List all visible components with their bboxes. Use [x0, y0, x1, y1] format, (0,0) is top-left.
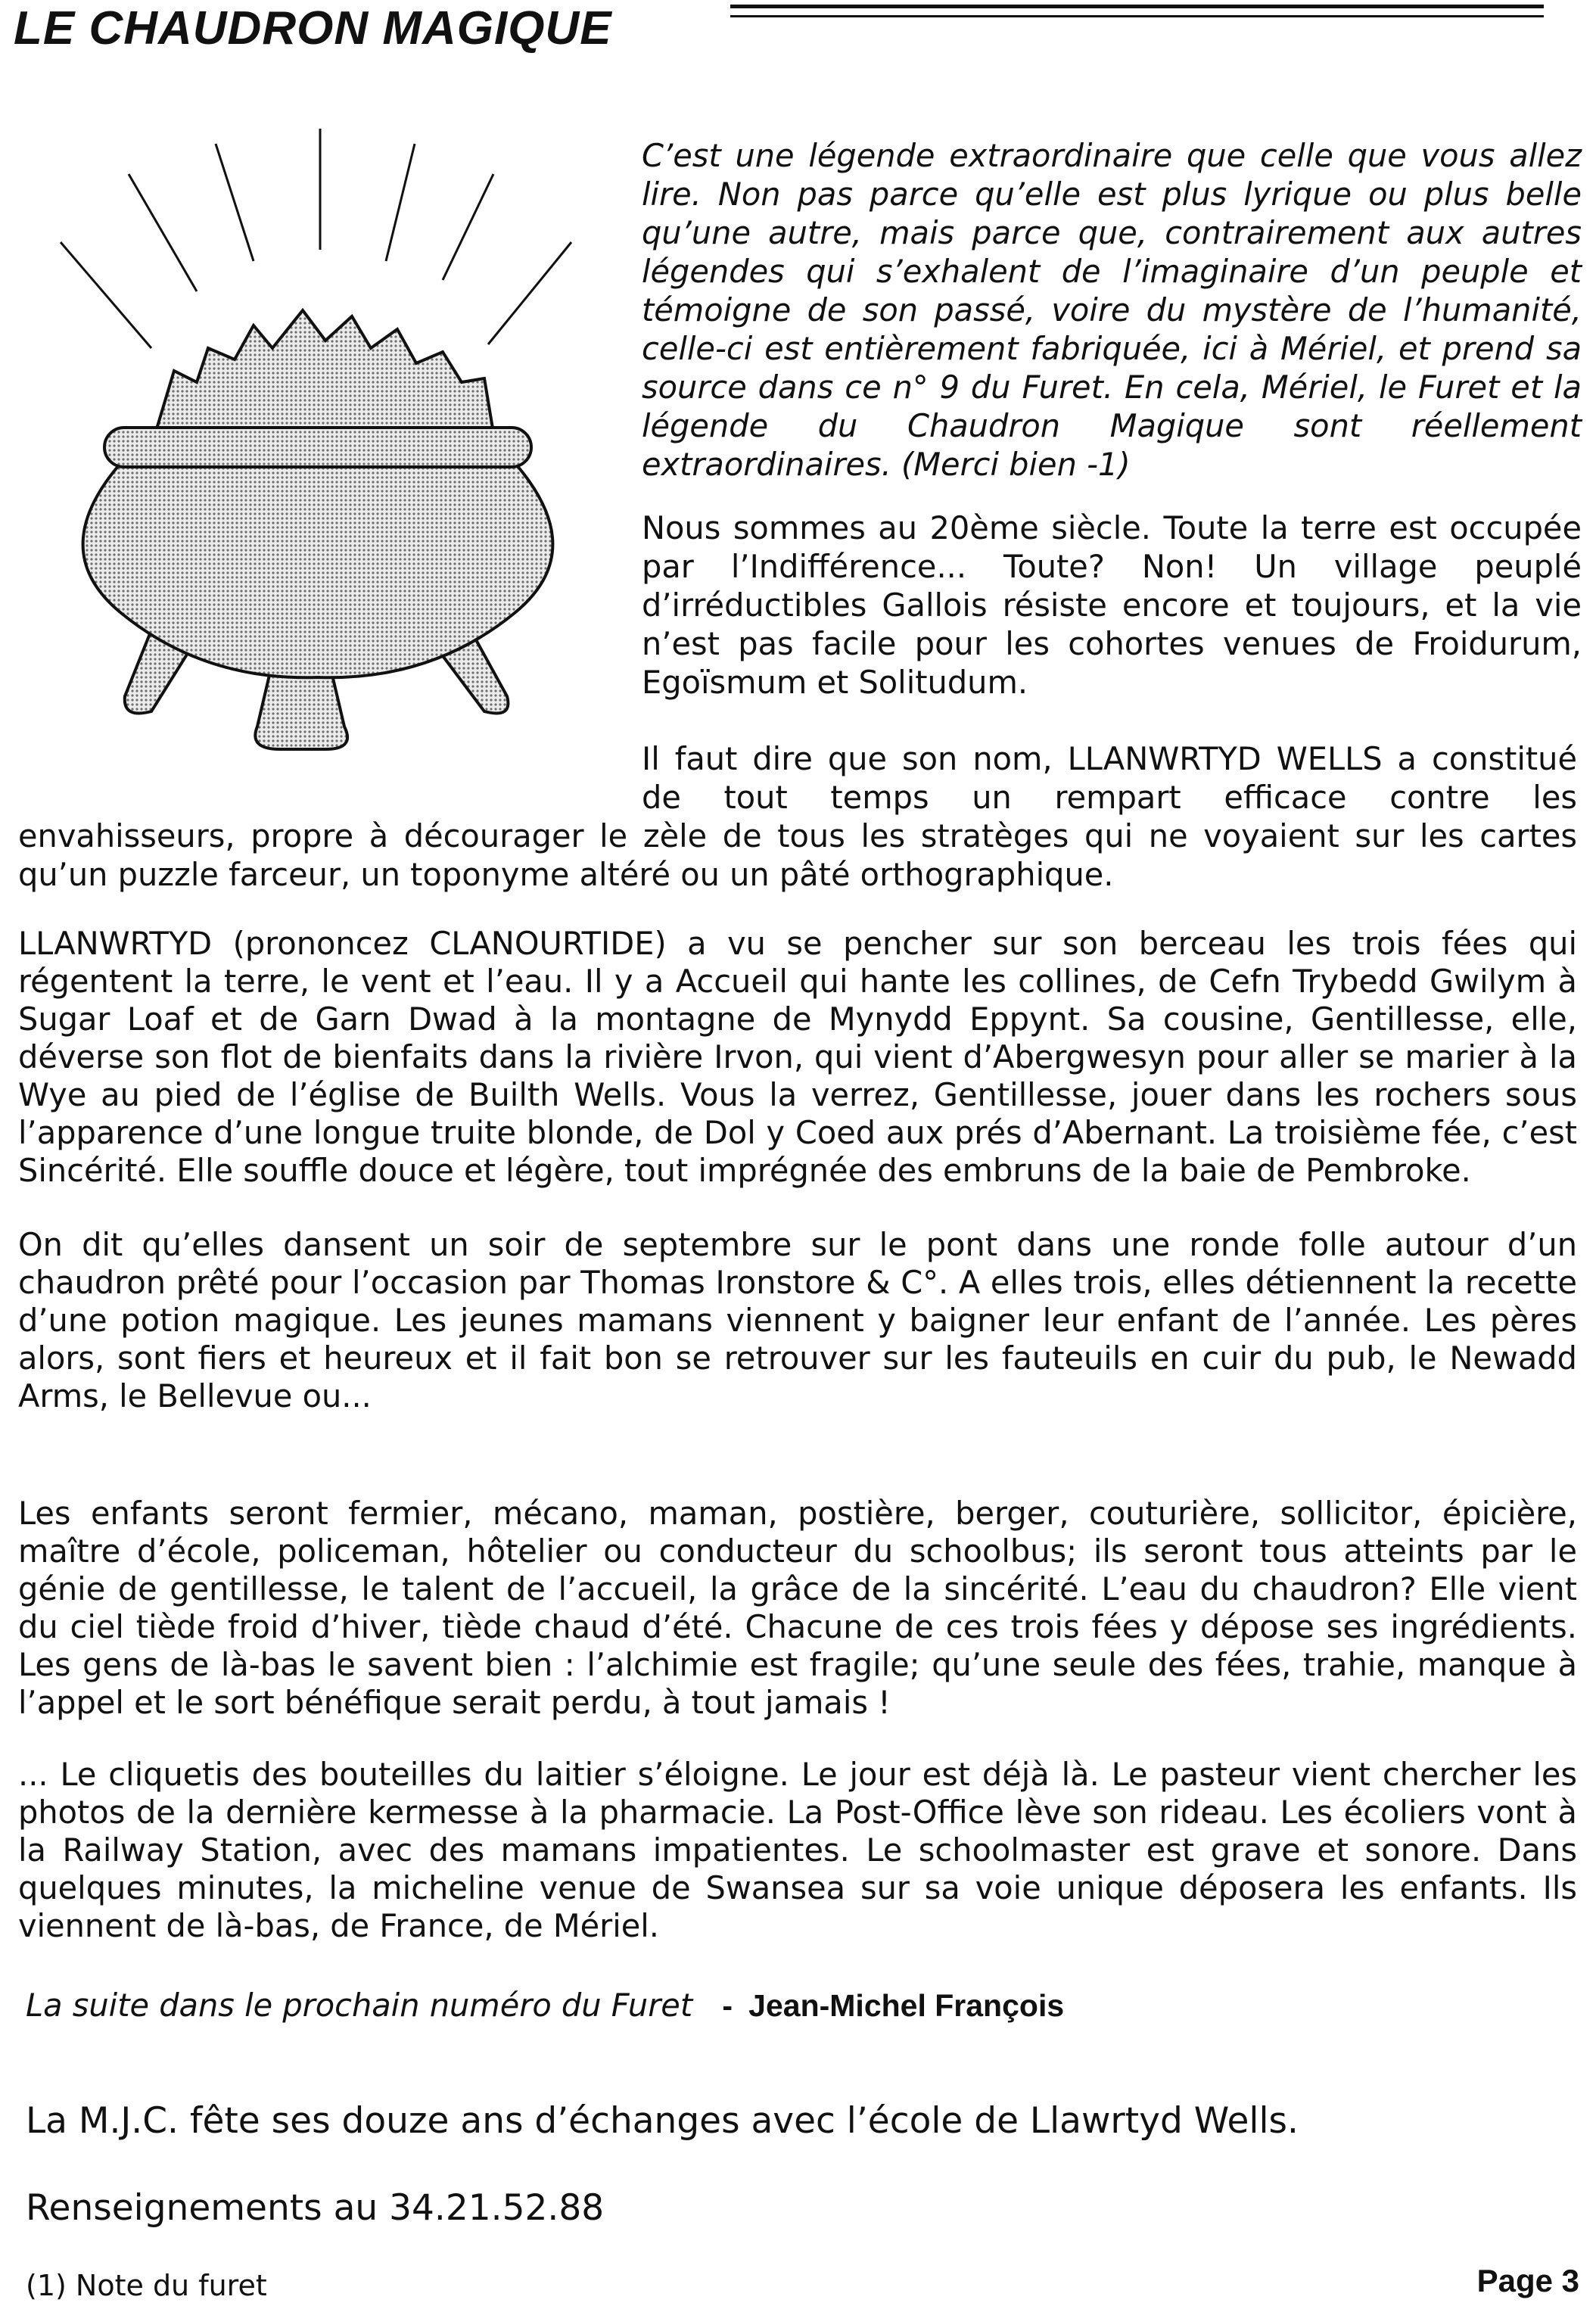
paragraph-3-start: Il faut dire que son nom, LLANWRTYD WELLS a constitué de tout temps un rempart efficace contre les [642, 740, 1577, 816]
paragraph-5-text: On dit qu’elles dansent un soir de septembre sur le pont dans une ronde folle autour d’un chaudron prêté pour l’occasion par Thomas Ironstore & C°. A elles trois, elles détiennent la recette d’une potion magique. Les jeunes mamans viennent y baigner leur enfant de l’année. Les pères alors, sont fiers et heureux et il fait bon se retrouver sur les fauteuils en cuir du pub, le Newadd Arms, le Bellevue ou... [18, 1226, 1577, 1414]
continued-note: La suite dans le prochain numéro du Furet [26, 1987, 693, 2024]
title-rule [730, 5, 1544, 29]
paragraph-3 [18, 739, 1577, 894]
cauldron-icon [53, 121, 583, 772]
page-title: LE CHAUDRON MAGIQUE [14, 2, 612, 54]
paragraph-6 [18, 1495, 1577, 1722]
paragraph-2: Nous sommes au 20ème siècle. Toute la terre est occupée par l’Indifférence... Toute? Non! Un village peuplé d’irréductibles Gallois résiste encore et toujours, et la vie n’est pas facile pour les cohortes venues de Froidurum, Egoïsmum et Solitudum. [642, 509, 1582, 701]
announcement-mjc: La M.J.C. fête ses douze ans d’échanges avec l’école de Llawrtyd Wells. [26, 2100, 1299, 2142]
paragraph-6-text: Les enfants seront fermier, mécano, maman, postière, berger, couturière, sollicitor, épicière, maître d’école, policeman, hôtelier ou conducteur du schoolbus; ils seront tous atteints par le génie de gentillesse, le talent de l’accueil, la grâce de la sincérité. L’eau du chaudron? Elle vient du ciel tiède froid d’hiver, tiède chaud d’été. Chacune de ces trois fées y dépose ses ingrédients. Les gens de là-bas le savent bien : l’alchimie est fragile; qu’une seule des fées, trahie, manque à l’appel et le sort bénéfique serait perdu, à tout jamais ! [18, 1495, 1577, 1721]
paragraph-3-end: envahisseurs, propre à décourager le zèle de tous les stratèges qui ne voyaient sur les cartes qu’un puzzle farceur, un toponyme altéré ou un pâté orthographique. [18, 817, 1577, 893]
paragraph-7-text: ... Le cliquetis des bouteilles du laitier s’éloigne. Le jour est déjà là. Le pasteur vient chercher les photos de la dernière kermesse à la pharmacie. La Post-Office lève son rideau. Les écoliers vont à la Railway Station, avec des mamans impatientes. Le schoolmaster est grave et sonore. Dans quelques minutes, la micheline venue de Swansea sur sa voie unique déposera les enfants. Ils viennent de là-bas, de France, de Mériel. [18, 1756, 1577, 1944]
intro-paragraph: C’est une légende extraordinaire que celle que vous allez lire. Non pas parce qu’elle est plus lyrique ou plus belle qu’une autre, mais parce que, contrairement aux autres légendes qui s’exhalent de l’imaginaire d’un peuple et témoigne de son passé, voire du mystère de l’humanité, celle-ci est entièrement fabriquée, ici à Mériel, et prend sa source dans ce n° 9 du Furet. En cela, Mériel, le Furet et la légende du Chaudron Magique sont réellement extraordinaires. (Merci bien -1) [642, 137, 1582, 483]
author-separator: - [722, 1988, 733, 2023]
author-name: Jean-Michel François [748, 1988, 1065, 2023]
paragraph-7 [18, 1756, 1577, 1945]
paragraph-4 [18, 925, 1577, 1190]
footnote: (1) Note du furet [26, 2269, 267, 2302]
page-number: Page 3 [1476, 2263, 1579, 2298]
signature-line [26, 1987, 1064, 2024]
paragraph-5 [18, 1226, 1577, 1415]
announcement-info: Renseignements au 34.21.52.88 [26, 2187, 605, 2229]
paragraph-4-text: LLANWRTYD (prononcez CLANOURTIDE) a vu se pencher sur son berceau les trois fées qui régentent la terre, le vent et l’eau. Il y a Accueil qui hante les collines, de Cefn Trybedd Gwilym à Sugar Loaf et de Garn Dwad à la montagne de Mynydd Eppynt. Sa cousine, Gentillesse, elle, déverse son flot de bienfaits dans la rivière Irvon, qui vient d’Abergwesyn pour aller se marier à la Wye au pied de l’église de Builth Wells. Vous la verrez, Gentillesse, jouer dans les rochers sous l’apparence d’une longue truite blonde, de Dol y Coed aux prés d’Abernant. La troisième fée, c’est Sincérité. Elle souffle douce et légère, tout imprégnée des embruns de la baie de Pembroke. [18, 925, 1577, 1189]
